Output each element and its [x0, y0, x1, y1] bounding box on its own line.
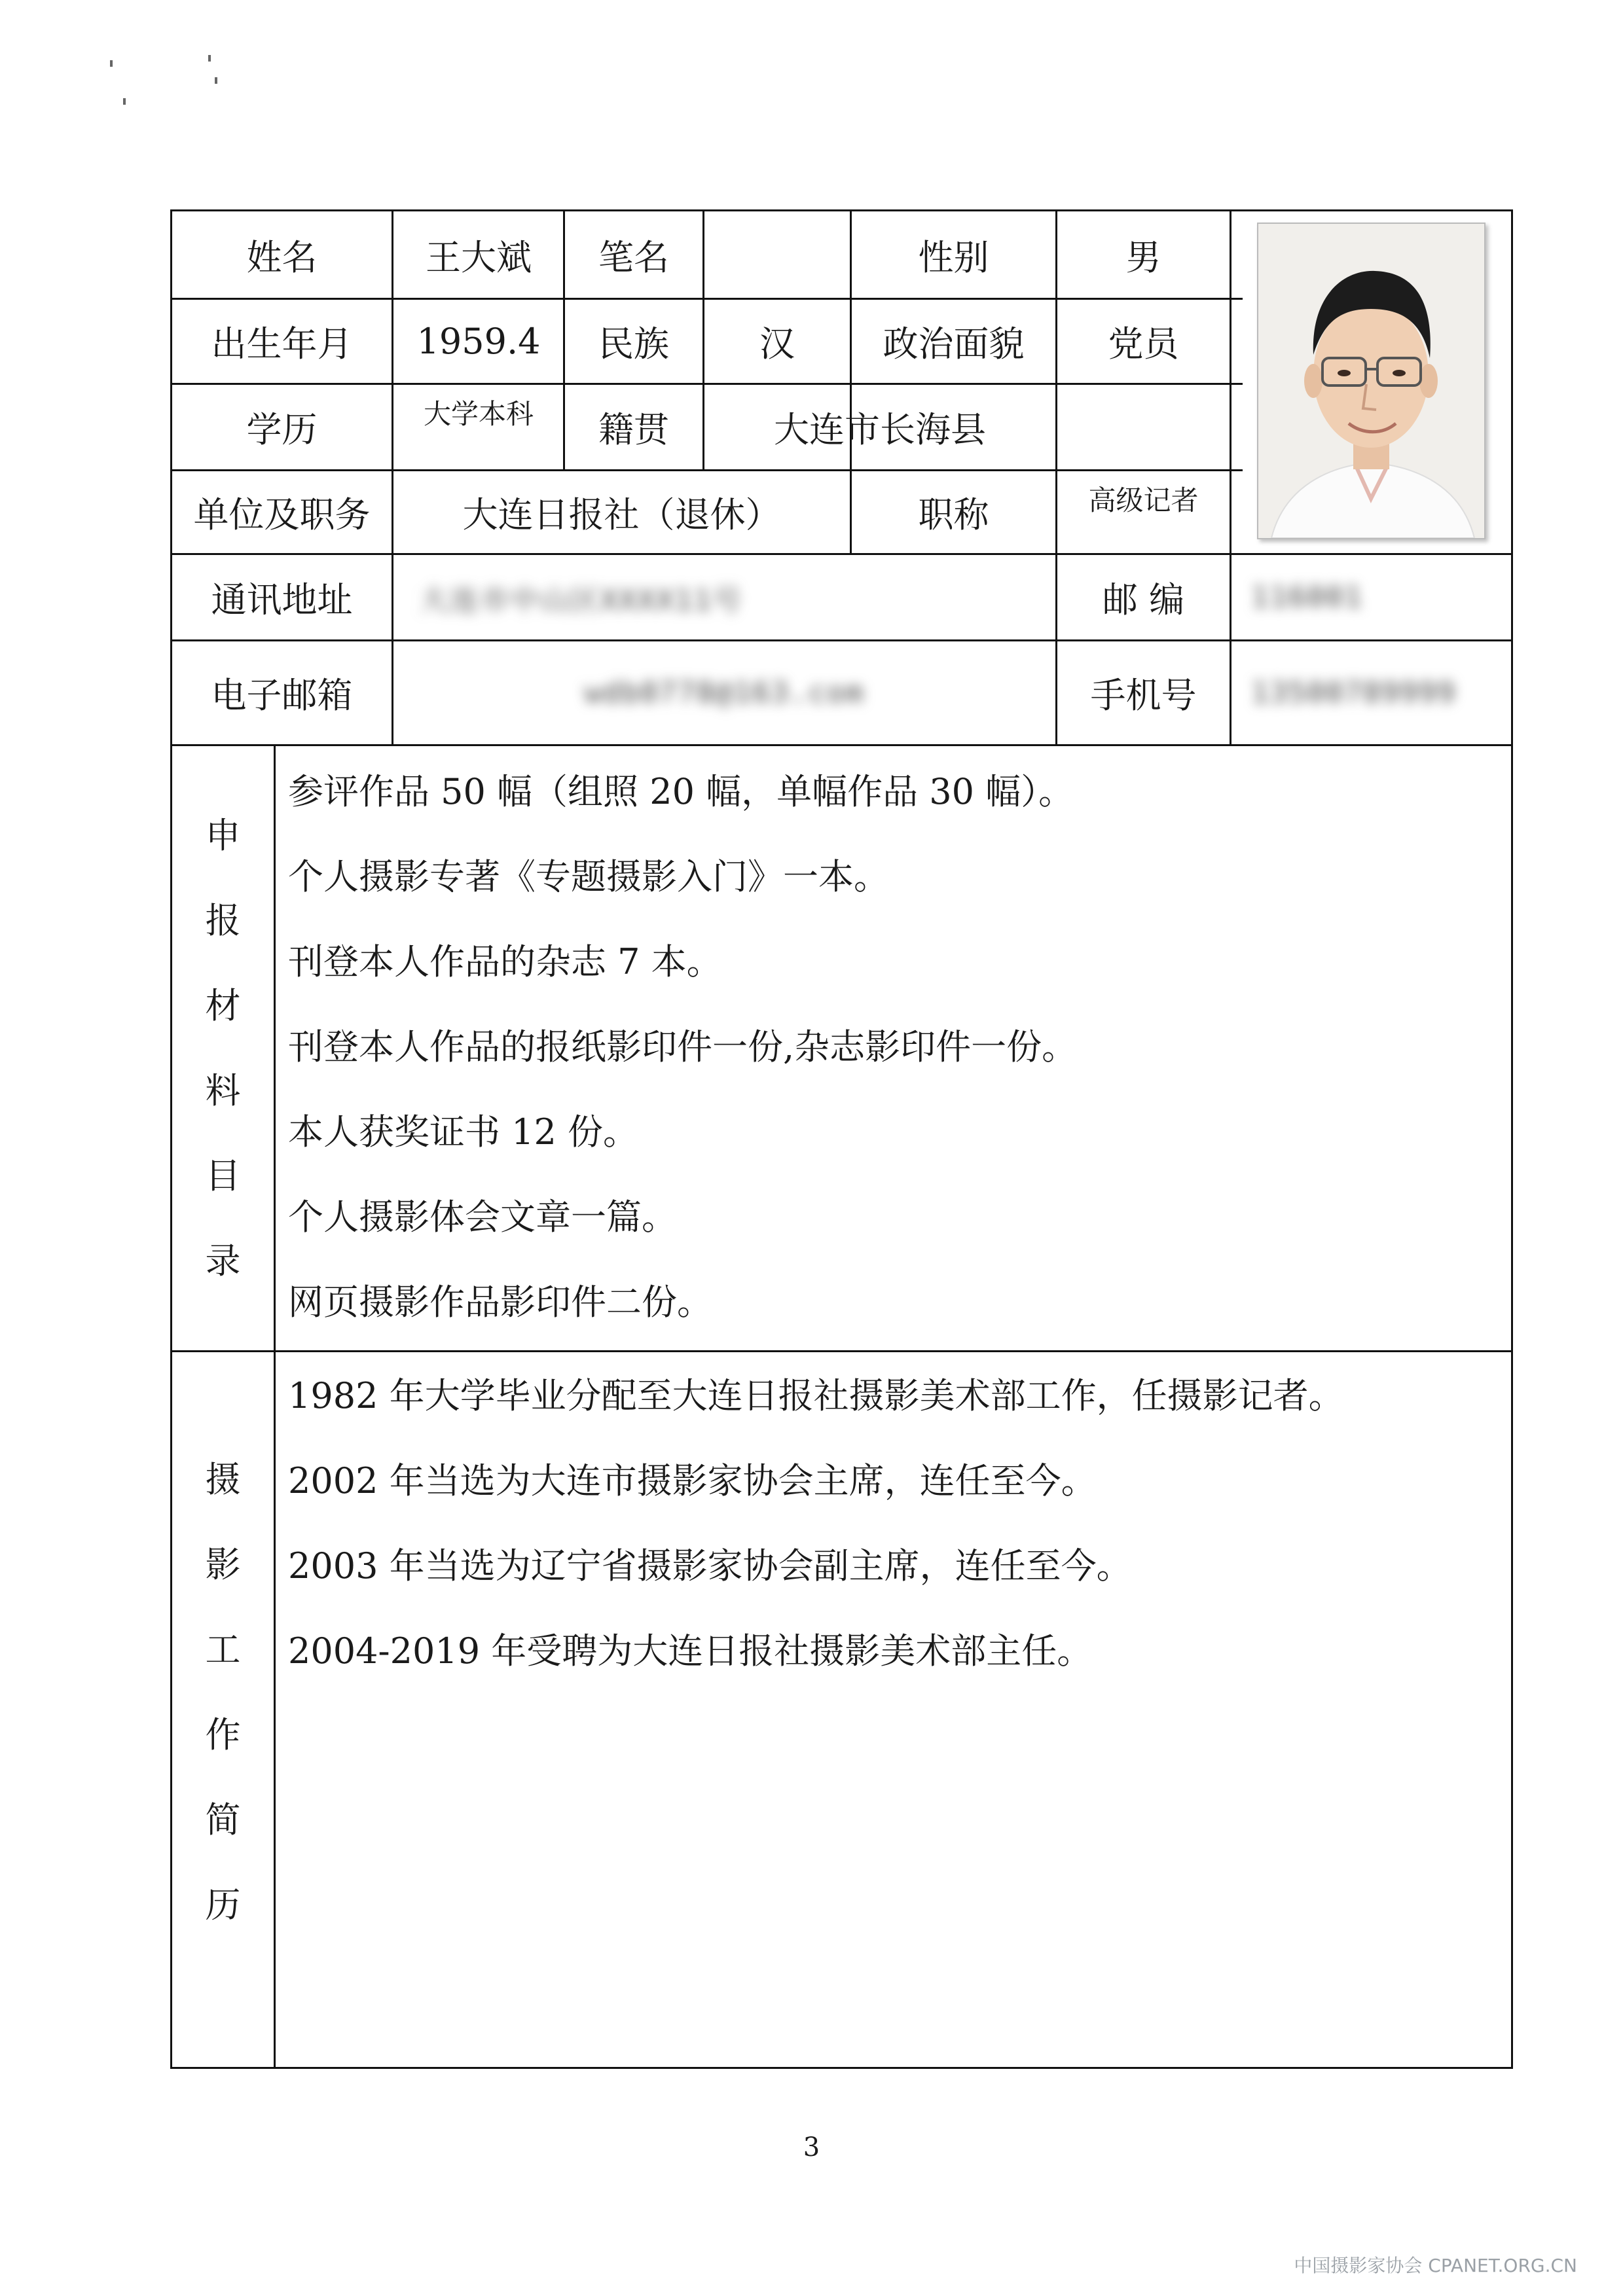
education-value: 大学本科: [423, 398, 534, 430]
native-label: 籍贯: [598, 409, 669, 450]
phone-label: 手机号: [1090, 675, 1197, 716]
birth-value: 1959.4: [416, 321, 541, 362]
list-item: 2002 年当选为大连市摄影家协会主席，连任至今。: [288, 1460, 1097, 1501]
resume-label-char: 摄: [205, 1459, 241, 1500]
resume-label-char: 历: [205, 1884, 241, 1926]
scan-speck: [215, 77, 217, 84]
scan-speck: [208, 55, 211, 62]
ethnic-value: 汉: [759, 323, 795, 365]
gender-label: 性别: [918, 236, 989, 278]
list-item: 2004-2019 年受聘为大连日报社摄影美术部主任。: [288, 1630, 1093, 1672]
title-value: 高级记者: [1088, 484, 1199, 516]
list-item: 刊登本人作品的报纸影印件一份,杂志影印件一份。: [288, 1026, 1078, 1067]
birth-label: 出生年月: [211, 323, 353, 365]
name-label: 姓名: [246, 236, 318, 278]
materials-label-char: 申: [205, 814, 241, 856]
email-value: wdb0778@163.com: [584, 676, 865, 709]
postcode-label: 邮 编: [1102, 579, 1185, 620]
materials-label-char: 报: [205, 899, 241, 941]
unit-value: 大连日报社（退休）: [462, 494, 781, 535]
scan-speck: [110, 60, 113, 67]
column-divider: [563, 209, 565, 469]
materials-label-char: 目: [205, 1155, 241, 1196]
list-item: 刊登本人作品的杂志 7 本。: [288, 941, 722, 982]
applicant-photo: [1257, 223, 1486, 539]
list-item: 2003 年当选为辽宁省摄影家协会副主席，连任至今。: [288, 1545, 1132, 1587]
resume-label-char: 工: [205, 1629, 241, 1670]
page-number: 3: [803, 2132, 820, 2162]
political-label: 政治面貌: [883, 323, 1025, 365]
materials-label-char: 录: [205, 1240, 241, 1282]
list-item: 网页摄影作品影印件二份。: [288, 1282, 712, 1323]
title-label: 职称: [918, 494, 989, 535]
scan-speck: [123, 98, 126, 105]
list-item: 参评作品 50 幅（组照 20 幅，单幅作品 30 幅）。: [288, 771, 1074, 812]
materials-label-char: 料: [205, 1069, 241, 1111]
resume-label-char: 作: [205, 1714, 241, 1755]
resume-label: [172, 1352, 274, 2033]
resume-label-char: 简: [205, 1799, 241, 1840]
materials-list: [288, 749, 1077, 1345]
education-label: 学历: [246, 409, 318, 450]
postcode-value: 116001: [1251, 581, 1363, 614]
resume-label-char: 影: [205, 1544, 241, 1585]
pen-name-value: [704, 211, 850, 298]
address-value: 大连市中山区XXXX11号: [420, 583, 742, 617]
email-label: 电子邮箱: [211, 675, 353, 716]
materials-label-char: 材: [205, 984, 241, 1026]
list-item: 1982 年大学毕业分配至大连日报社摄影美术部工作，任摄影记者。: [288, 1375, 1344, 1416]
ethnic-label: 民族: [598, 323, 669, 365]
watermark: 中国摄影家协会 CPANET.ORG.CN: [1294, 2255, 1577, 2276]
political-value: 党员: [1108, 323, 1179, 365]
phone-value: 13500789999: [1251, 676, 1457, 709]
address-label: 通讯地址: [211, 579, 353, 620]
resume-list: [288, 1354, 1344, 1694]
list-item: 本人获奖证书 12 份。: [288, 1111, 639, 1153]
materials-label: [172, 746, 274, 1350]
unit-label: 单位及职务: [193, 494, 371, 535]
list-item: 个人摄影专著《专题摄影入门》一本。: [288, 856, 889, 897]
gender-value: 男: [1125, 236, 1161, 278]
native-value: 大连市长海县: [774, 409, 986, 450]
list-item: 个人摄影体会文章一篇。: [288, 1196, 677, 1238]
portrait-image: [1258, 224, 1484, 538]
name-value: 王大斌: [426, 236, 532, 278]
pen-name-label: 笔名: [598, 236, 669, 278]
